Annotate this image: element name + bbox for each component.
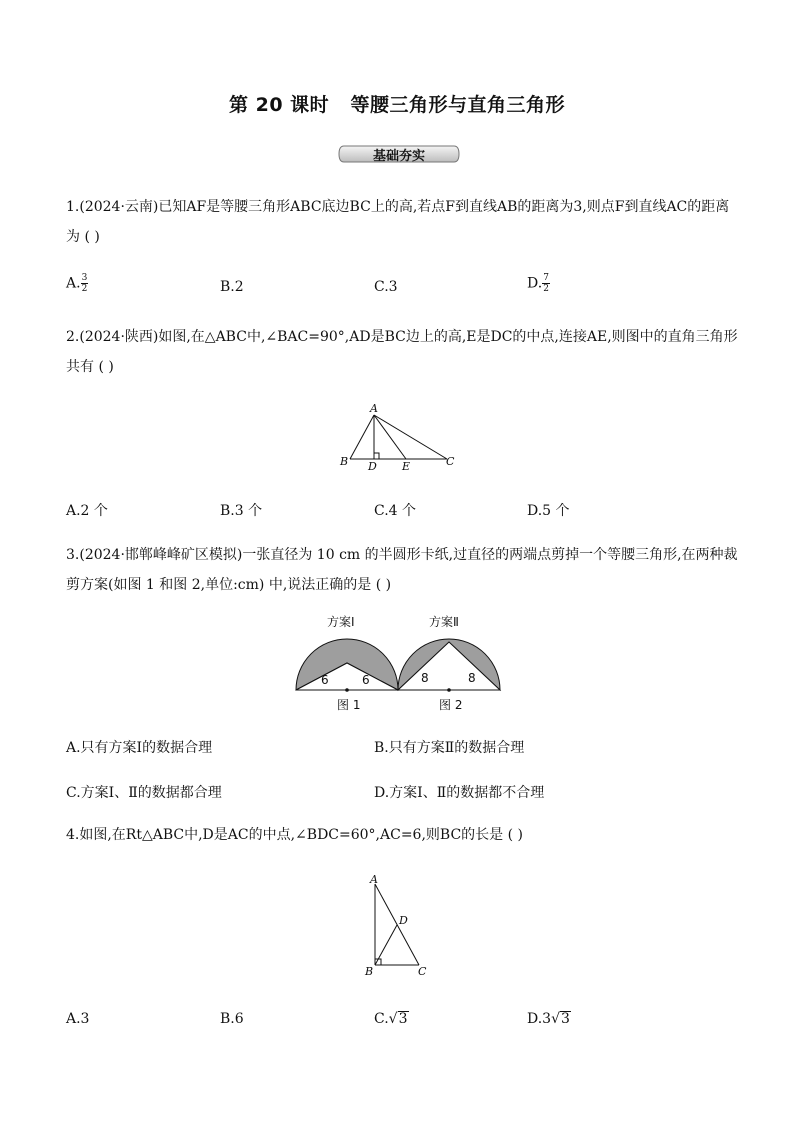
q2-option-b[interactable]: B.3 个 bbox=[220, 503, 263, 519]
q3-option-b[interactable]: B.只有方案Ⅱ的数据合理 bbox=[374, 740, 525, 756]
label-E: E bbox=[402, 460, 411, 472]
sqrt: 3 bbox=[398, 1011, 408, 1027]
section-badge bbox=[338, 144, 460, 164]
plan2-side-a: 8 bbox=[421, 671, 429, 685]
question-4-text: 4.如图,在Rt△ABC中,D是AC的中点,∠BDC=60°,AC=6,则BC的长是 ( ) bbox=[66, 827, 524, 843]
page-title: 第 20 课时 等腰三角形与直角三角形 bbox=[228, 94, 565, 116]
q2-option-c[interactable]: C.4 个 bbox=[374, 503, 417, 519]
label-B: B bbox=[340, 455, 349, 468]
label-A: A bbox=[370, 873, 378, 886]
q3-semicircle-figure bbox=[290, 612, 505, 714]
fraction: $\frac{3}{2}$ bbox=[81, 273, 88, 294]
fig1-caption: 图 1 bbox=[337, 698, 361, 712]
question-2-text: 2.(2024·陕西)如图,在△ABC中,∠BAC=90°,AD是BC边上的高,E是DC的中点,连接AE,则图中的直角三角形共有 ( ) bbox=[66, 329, 738, 375]
q4-option-b[interactable]: B.6 bbox=[220, 1011, 244, 1027]
label-A: A bbox=[370, 402, 378, 415]
label-C: C bbox=[446, 455, 455, 468]
question-1-text: 1.(2024·云南)已知AF是等腰三角形ABC底边BC上的高,若点F到直线AB的距离为3,则点F到直线AC的距离为 ( ) bbox=[66, 199, 730, 245]
plan1-side-a: 6 bbox=[321, 673, 329, 687]
q1-option-d[interactable]: D. $\frac{7}{2}$ bbox=[527, 273, 549, 294]
q4-option-d[interactable]: D.3√3 bbox=[527, 1011, 570, 1027]
label-D: D bbox=[368, 460, 377, 472]
section-title: 基础夯实 bbox=[372, 149, 425, 164]
q3-option-a[interactable]: A.只有方案Ⅰ的数据合理 bbox=[66, 740, 213, 756]
plan2-label: 方案Ⅱ bbox=[429, 615, 459, 629]
q3-option-c[interactable]: C.方案Ⅰ、Ⅱ的数据都合理 bbox=[66, 785, 222, 801]
question-3-text: 3.(2024·邯郸峰峰矿区模拟)一张直径为 10 cm 的半圆形卡纸,过直径的两端点剪掉一个等腰三角形,在两种裁剪方案(如图 1 和图 2,单位:cm) 中,说法正确的是 ( ) bbox=[66, 547, 738, 593]
plan1-label: 方案Ⅰ bbox=[327, 615, 355, 629]
plan1-side-b: 6 bbox=[362, 673, 370, 687]
q4-option-c[interactable]: C.√3 bbox=[374, 1011, 408, 1027]
fig2-caption: 图 2 bbox=[439, 698, 463, 712]
sqrt: 3 bbox=[561, 1011, 570, 1027]
q1-option-c[interactable]: C.3 bbox=[374, 279, 398, 295]
q4-triangle-figure bbox=[360, 870, 440, 980]
q1-option-b[interactable]: B.2 bbox=[220, 279, 244, 295]
q2-triangle-figure bbox=[335, 400, 460, 472]
fraction: $\frac{7}{2}$ bbox=[543, 273, 549, 294]
q4-option-a[interactable]: A.3 bbox=[66, 1011, 90, 1027]
q3-option-d[interactable]: D.方案Ⅰ、Ⅱ的数据都不合理 bbox=[374, 785, 545, 801]
q2-option-a[interactable]: A.2 个 bbox=[66, 503, 108, 519]
q1-option-a[interactable]: A. $\frac{3}{2}$ bbox=[66, 273, 88, 294]
plan2-side-b: 8 bbox=[468, 671, 476, 685]
label-C: C bbox=[418, 965, 427, 978]
label-D: D bbox=[399, 914, 408, 927]
label-B: B bbox=[365, 965, 374, 978]
q2-option-d[interactable]: D.5 个 bbox=[527, 503, 570, 519]
